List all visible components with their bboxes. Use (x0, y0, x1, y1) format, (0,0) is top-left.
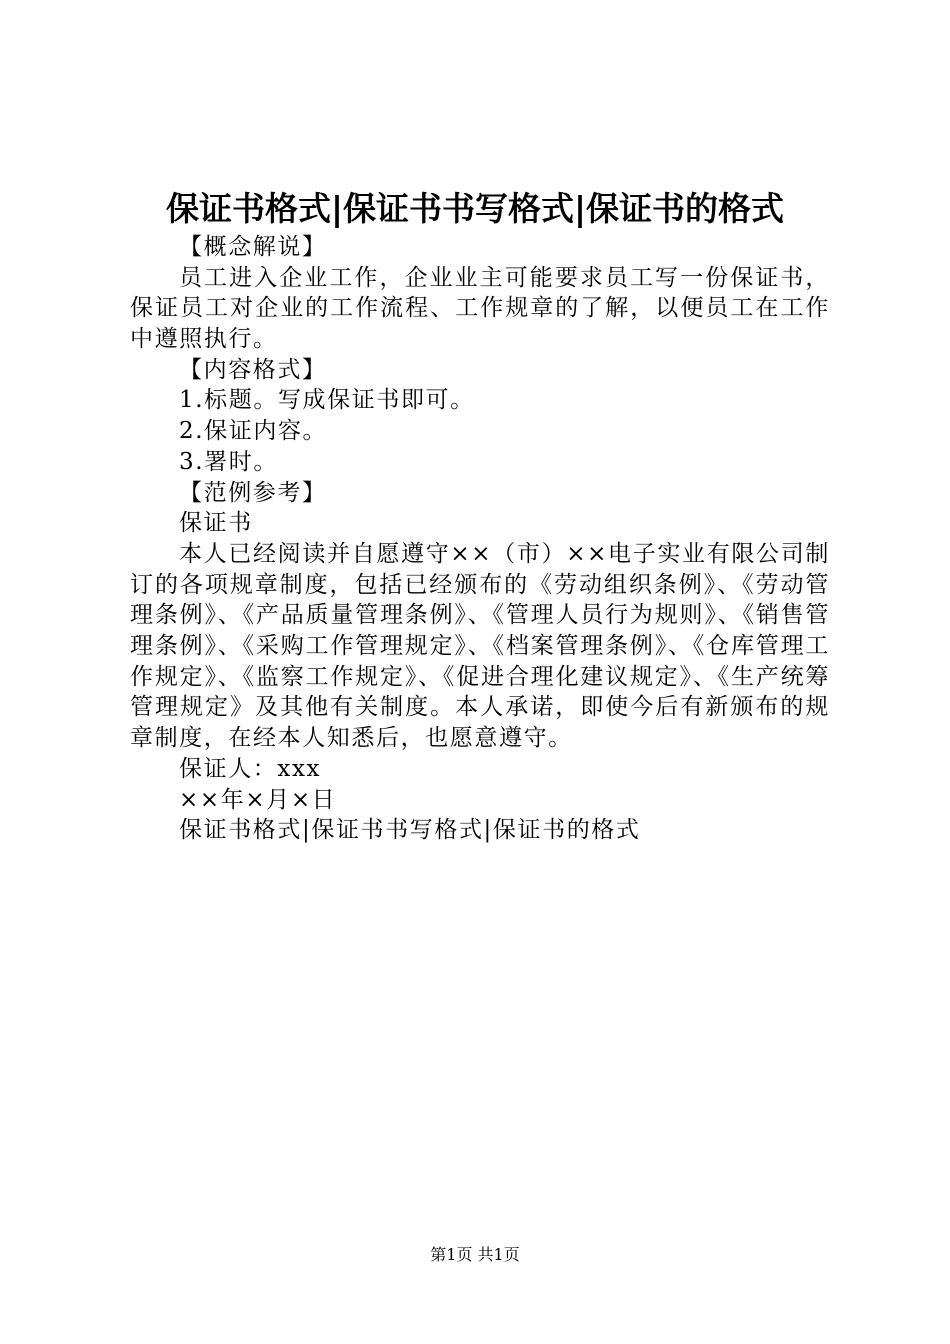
document-body (130, 232, 830, 846)
example-paragraph: 本人已经阅读并自愿遵守××（市）××电子实业有限公司制订的各项规章制度，包括已经颁布的《劳动组织条例》、《劳动管理条例》、《产品质量管理条例》、《管理人员行为规则》、《销售管理条例》、《采购工作管理规定》、《档案管理条例》、《仓库管理工作规定》、《监察工作规定》、《促进合理化建议规定》、《生产统筹管理规定》及其他有关制度。本人承诺，即使今后有新颁布的规章制度，在经本人知悉后，也愿意遵守。 (130, 540, 830, 752)
example-heading: 【范例参考】 (179, 479, 327, 506)
page-footer: 第1页 共1页 (430, 1245, 520, 1264)
example-title: 保证书 (179, 510, 253, 537)
concept-heading: 【概念解说】 (179, 234, 327, 260)
document-title: 保证书格式|保证书书写格式|保证书的格式 (165, 189, 785, 228)
concept-paragraph: 员工进入企业工作，企业业主可能要求员工写一份保证书，保证员工对企业的工作流程、工作规章的了解，以便员工在工作中遵照执行。 (130, 264, 830, 353)
format-item-2: 2.保证内容。 (179, 418, 328, 445)
closing-title: 保证书格式|保证书书写格式|保证书的格式 (179, 817, 641, 844)
guarantor-line: 保证人：xxx (179, 755, 322, 782)
date-line: ××年×月×日 (179, 786, 337, 813)
format-item-1: 1.标题。写成保证书即可。 (179, 387, 475, 414)
format-item-3: 3.署时。 (179, 448, 278, 475)
format-heading: 【内容格式】 (179, 356, 327, 383)
